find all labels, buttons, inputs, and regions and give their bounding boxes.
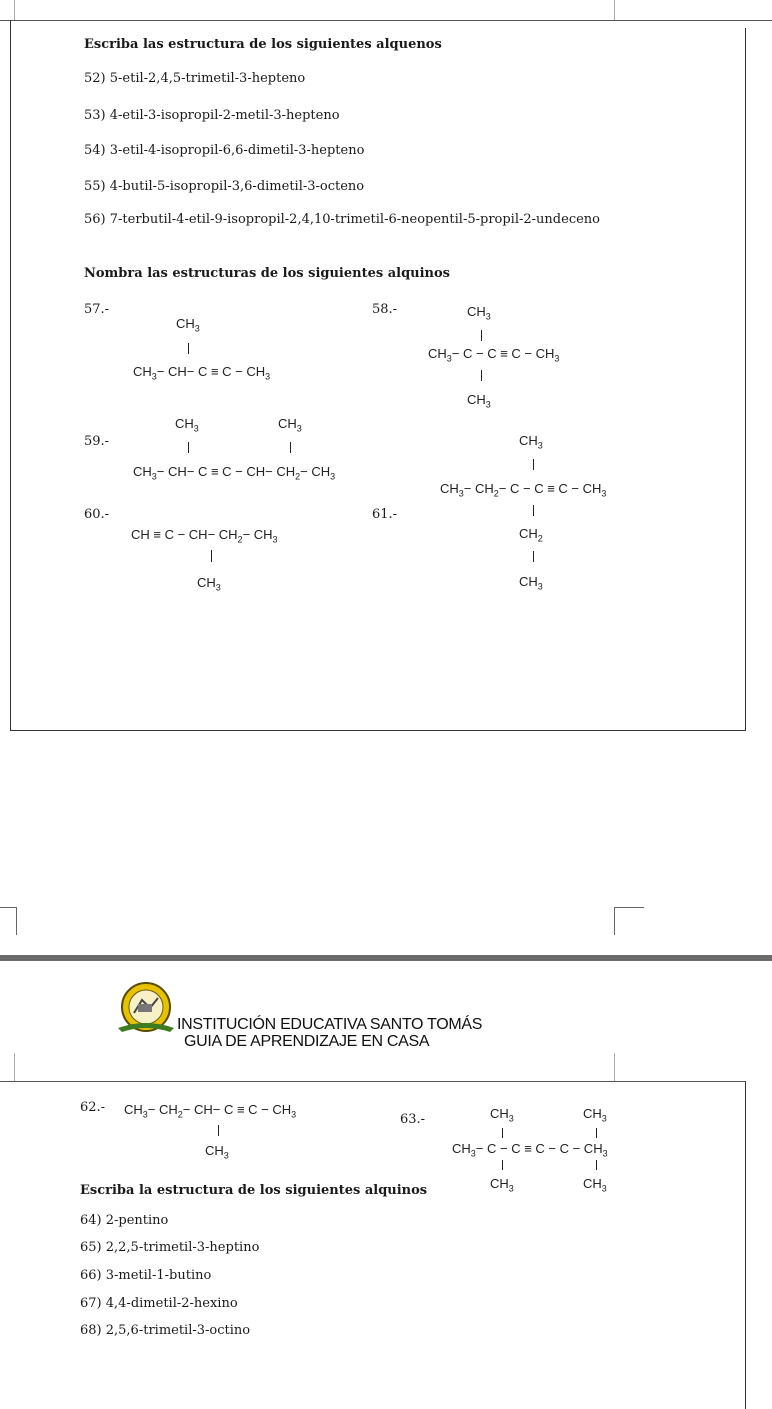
page-border-right: [745, 28, 746, 730]
question-61-label: 61.-: [372, 507, 398, 522]
question-62-label: 62.-: [80, 1100, 106, 1115]
page-corner-mark: [614, 907, 644, 908]
page-corner-mark: [0, 907, 16, 908]
page-separator: [0, 955, 772, 961]
page-corner-mark: [614, 0, 615, 20]
list-item: 56) 7-terbutil-4-etil-9-isopropil-2,4,10-trimetil-6-neopentil-5-propil-2-undeceno: [84, 212, 600, 227]
list-item: 65) 2,2,5-trimetil-3-heptino: [80, 1240, 260, 1255]
school-seal-logo: [116, 980, 176, 1040]
list-item: 66) 3-metil-1-butino: [80, 1268, 212, 1283]
list-item: 64) 2-pentino: [80, 1213, 169, 1228]
list-item: 68) 2,5,6-trimetil-3-octino: [80, 1323, 251, 1338]
page-corner-mark: [14, 0, 15, 20]
question-60-label: 60.-: [84, 507, 110, 522]
list-item: 67) 4,4-dimetil-2-hexino: [80, 1296, 238, 1311]
question-63-label: 63.-: [400, 1112, 426, 1127]
page-border-top: [0, 20, 772, 21]
page-border-top: [0, 1081, 746, 1082]
question-57-label: 57.-: [84, 302, 110, 317]
list-item: 54) 3-etil-4-isopropil-6,6-dimetil-3-hepteno: [84, 143, 365, 158]
alkynes-heading: Nombra las estructuras de los siguientes alquinos: [84, 266, 450, 281]
question-58-label: 58.-: [372, 302, 398, 317]
question-59-label: 59.-: [84, 434, 110, 449]
page-border-left: [10, 20, 11, 730]
page-border-bottom: [10, 730, 746, 731]
page-corner-mark: [14, 1053, 15, 1081]
list-item: 52) 5-etil-2,4,5-trimetil-3-hepteno: [84, 71, 306, 86]
list-item: 55) 4-butil-5-isopropil-3,6-dimetil-3-octeno: [84, 179, 365, 194]
guide-subtitle: GUIA DE APRENDIZAJE EN CASA: [184, 1033, 430, 1050]
alkenes-heading: Escriba las estructura de los siguientes alquenos: [84, 37, 442, 52]
page-border-right: [745, 1081, 746, 1409]
list-item: 53) 4-etil-3-isopropil-2-metil-3-hepteno: [84, 108, 340, 123]
page-corner-mark: [16, 907, 17, 935]
page-corner-mark: [614, 907, 615, 935]
write-alkynes-heading: Escriba la estructura de los siguientes alquinos: [80, 1183, 428, 1198]
page-corner-mark: [614, 1053, 615, 1081]
institution-name: INSTITUCIÓN EDUCATIVA SANTO TOMÁS: [177, 1016, 483, 1033]
